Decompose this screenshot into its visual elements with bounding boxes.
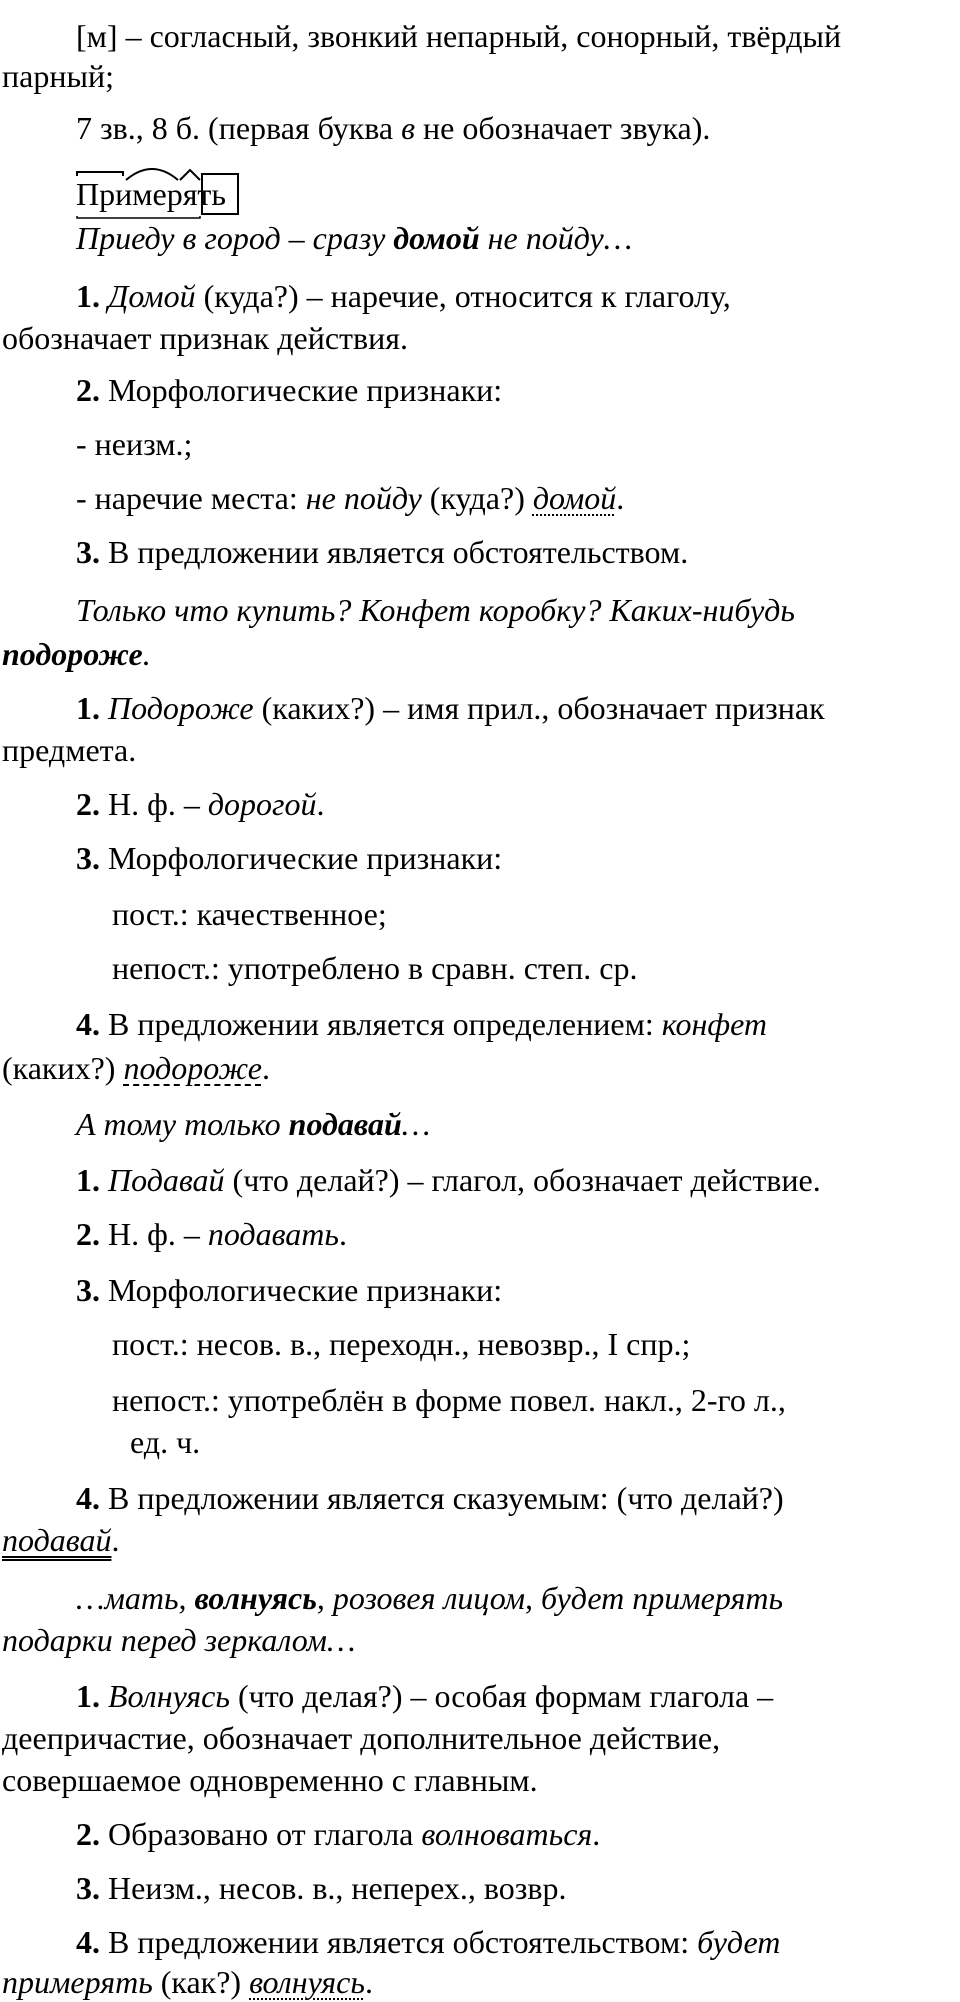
text-line: ед. ч. — [130, 1424, 201, 1460]
text-line: совершаемое одновременно с главным. — [2, 1762, 538, 1798]
text-line: непост.: употреблено в сравн. степ. ср. — [112, 950, 638, 986]
text-line: примерять (как?) волнуясь. — [2, 1964, 373, 2000]
quote-line: …мать, волнуясь, розовея лицом, будет примерять — [76, 1580, 783, 1616]
text-line: [м] – согласный, звонкий непарный, сонорный, твёрдый — [76, 18, 842, 54]
text-line: 1. Волнуясь (что делая?) – особая формам глагола – — [76, 1678, 774, 1714]
morpheme-marks — [76, 164, 266, 220]
text-line: 3. Морфологические признаки: — [76, 840, 503, 876]
text-line: 3. В предложении является обстоятельством. — [76, 534, 689, 570]
text-line: пост.: качественное; — [112, 896, 387, 932]
text-line: - неизм.; — [76, 426, 193, 462]
text-line: 2. Н. ф. – подавать. — [76, 1216, 347, 1252]
text-line: 4. В предложении является определением: конфет — [76, 1006, 767, 1042]
text-line: пост.: несов. в., переходн., невозвр., I спр.; — [112, 1326, 691, 1362]
text-line: 2. Н. ф. – дорогой. — [76, 786, 325, 822]
text-line: (каких?) подороже. — [2, 1050, 270, 1086]
morpheme-analysis — [76, 164, 266, 220]
text-line: обозначает признак действия. — [2, 320, 408, 356]
quote-line: подарки перед зеркалом… — [2, 1622, 356, 1658]
morpheme-word: Примерять — [76, 176, 226, 212]
text-line: 1. Подавай (что делай?) – глагол, обозначает действие. — [76, 1162, 821, 1198]
text-line: парный; — [2, 58, 114, 94]
text-line: 1. Домой (куда?) – наречие, относится к глаголу, — [76, 278, 731, 314]
quote-line: Только что купить? Конфет коробку? Каких-нибудь — [76, 592, 795, 628]
text-line: непост.: употреблён в форме повел. накл., 2-го л., — [112, 1382, 786, 1418]
text-line: предмета. — [2, 732, 137, 768]
text-line: 1. Подороже (каких?) – имя прил., обозначает признак — [76, 690, 825, 726]
quote-line: А тому только подавай… — [76, 1106, 431, 1142]
text-line: 2. Образовано от глагола волноваться. — [76, 1816, 601, 1852]
text-line: 4. В предложении является сказуемым: (что делай?) — [76, 1480, 784, 1516]
text-line: 3. Морфологические признаки: — [76, 1272, 503, 1308]
quote-line: Приеду в город – сразу домой не пойду… — [76, 220, 633, 256]
text-line: 2. Морфологические признаки: — [76, 372, 503, 408]
text-line: деепричастие, обозначает дополнительное действие, — [2, 1720, 721, 1756]
text-line: 4. В предложении является обстоятельством: будет — [76, 1924, 781, 1960]
text-line: 7 зв., 8 б. (первая буква в не обозначает звука). — [76, 110, 711, 146]
quote-line: подороже. — [2, 636, 151, 672]
text-line: 3. Неизм., несов. в., неперех., возвр. — [76, 1870, 567, 1906]
text-line: подавай. — [2, 1522, 120, 1558]
text-line: - наречие места: не пойду (куда?) домой. — [76, 480, 625, 516]
